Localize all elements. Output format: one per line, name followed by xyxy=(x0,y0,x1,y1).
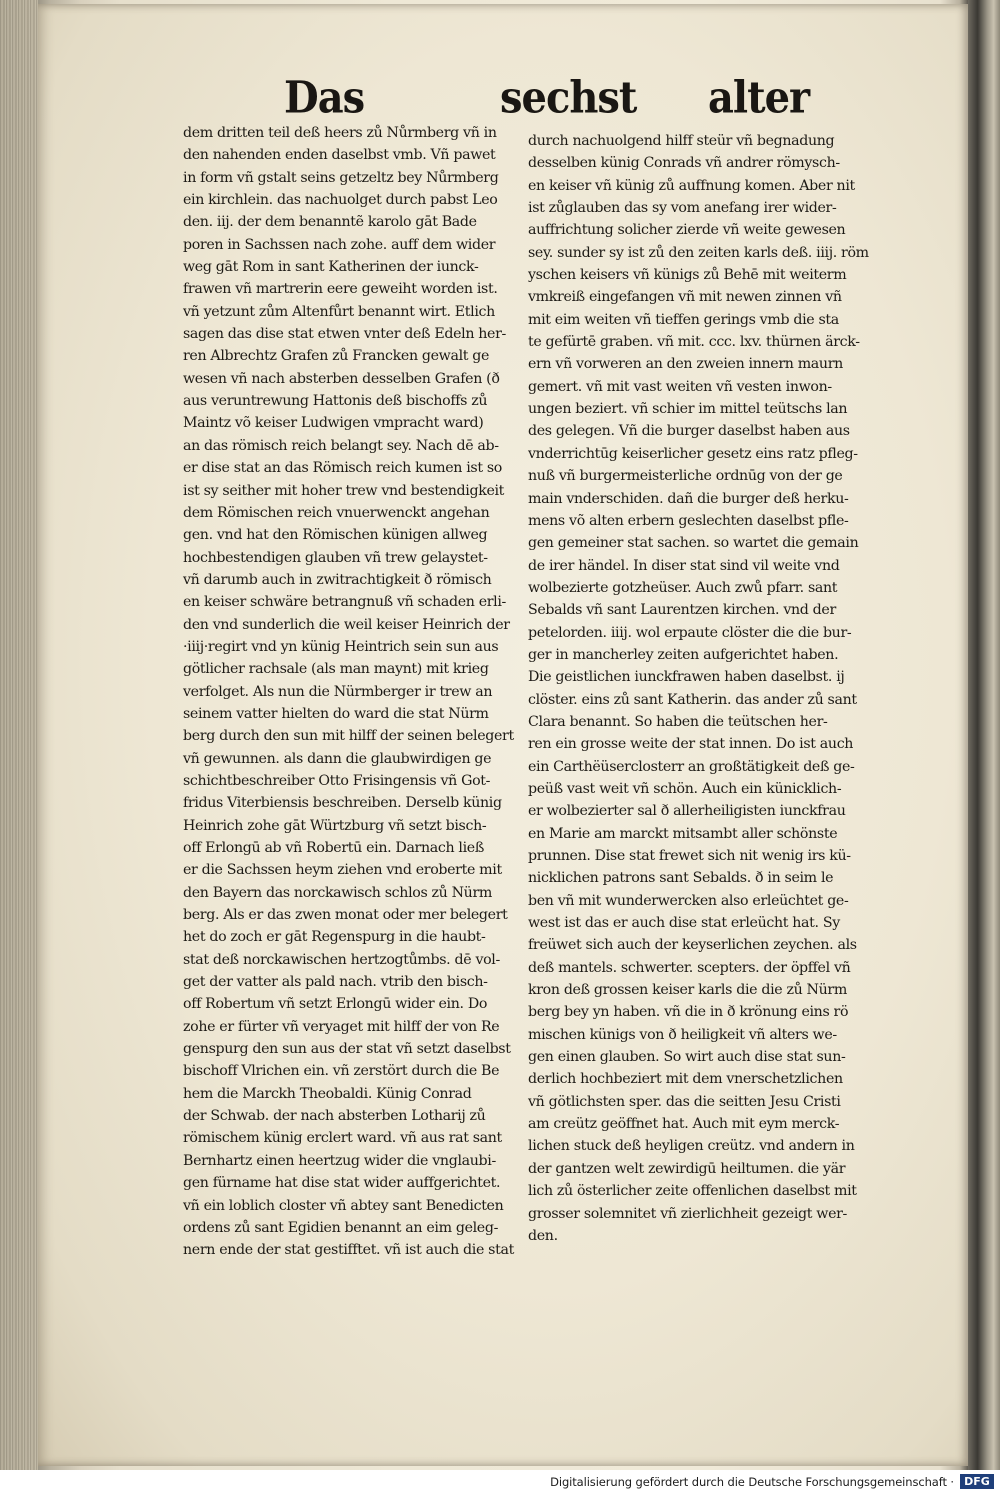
text-line: Maintz võ keiser Ludwigen vmpracht ward) xyxy=(183,415,484,432)
text-line: der Schwab. der nach absterben Lotharij zů xyxy=(183,1108,486,1125)
text-line: de irer händel. In diser stat sind vil weite vnd xyxy=(528,557,840,574)
text-line: sey. sunder sy ist zů den zeiten karls deß. iiij. röm xyxy=(528,244,869,261)
text-line: Bernhartz einen heertzug wider die vnglaubi- xyxy=(183,1152,496,1169)
text-line: het do zoch er gāt Regenspurg in die haubt- xyxy=(183,929,486,946)
footer-bar xyxy=(0,1470,1000,1494)
book-right-edge xyxy=(968,0,1000,1470)
text-line: den Bayern das norckawisch schlos zů Nürm xyxy=(183,884,492,901)
text-line: wolbezierte gotzheüser. Auch zwů pfarr. sant xyxy=(528,579,838,596)
text-line: des gelegen. Vñ die burger daselbst haben aus xyxy=(528,423,850,440)
text-line: vñ yetzunt zům Altenfůrt benannt wirt. Etlich xyxy=(183,303,495,320)
text-line: ein Carthëüserclosterr an großtätigkeit deß ge- xyxy=(528,758,855,775)
text-line: kron deß grossen keiser karls die die zů Nürm xyxy=(528,982,847,999)
text-line: gen gemeiner stat sachen. so wartet die gemain xyxy=(528,535,859,552)
text-line: vñ götlichsten sper. das die seitten Jesu Cristi xyxy=(528,1093,841,1110)
text-line: off Erlongū ab vñ Robertū ein. Darnach ließ xyxy=(183,840,484,856)
text-line: den. xyxy=(528,1227,558,1244)
text-line: er dise stat an das Römisch reich kumen ist so xyxy=(183,460,502,477)
text-column-right xyxy=(528,130,873,1247)
text-line: mischen künigs von ð heiligkeit vñ alters we- xyxy=(528,1026,837,1043)
text-line: nern ende der stat gestifftet. vñ ist auch die stat xyxy=(183,1242,514,1259)
text-line: ern vñ vorweren an den zweien innern maurn xyxy=(528,356,843,373)
text-line: lich zů österlicher zeite offenlichen daselbst mit xyxy=(528,1183,857,1200)
text-line: genspurg den sun aus der stat vñ setzt daselbst xyxy=(183,1041,511,1058)
text-line: frawen vñ martrerin eere geweiht worden ist. xyxy=(183,281,498,298)
text-line: sagen das dise stat etwen vnter deß Edeln her- xyxy=(183,326,506,343)
text-line: schichtbeschreiber Otto Frisingensis vñ Got- xyxy=(183,772,491,789)
text-line: an das römisch reich belangt sey. Nach dē ab- xyxy=(183,437,499,454)
text-line: freüwet sich auch der keyserlichen zeychen. als xyxy=(528,937,857,954)
text-line: ordens zů sant Egidien benannt an eim geleg- xyxy=(183,1219,499,1236)
dfg-logo: DFG xyxy=(960,1474,994,1489)
text-line: vmkreiß eingefangen vñ mit newen zinnen vñ xyxy=(528,289,842,306)
text-line: ein kirchlein. das nachuolget durch pabst Leo xyxy=(183,192,498,209)
text-line: er wolbezierter sal ð allerheiligisten iunckfrau xyxy=(528,803,846,820)
text-line: zohe er fürter vñ veryaget mit hilff der von Re xyxy=(183,1018,500,1035)
text-line: lichen stuck deß heyligen creütz. vnd andern in xyxy=(528,1138,855,1155)
text-line: in form vñ gstalt seins getzeltz bey Nůrmberg xyxy=(183,169,499,186)
text-line: deß mantels. schwerter. scepters. der öpffel vñ xyxy=(528,959,851,976)
text-line: Die geistlichen iunckfrawen haben daselbst. ij xyxy=(528,669,845,686)
text-line: gen. vnd hat den Römischen künigen allweg xyxy=(183,527,488,544)
text-line: yschen keisers vñ künigs zů Behē mit weiterm xyxy=(528,267,847,284)
text-line: gen einen glauben. So wirt auch dise stat sun- xyxy=(528,1049,846,1066)
text-line: gemert. vñ mit vast weiten vñ vesten inwon- xyxy=(528,378,832,395)
text-line: en keiser schwäre betrangnuß vñ schaden erli- xyxy=(183,594,507,611)
text-line: dem dritten teil deß heers zů Nůrmberg vñ in xyxy=(183,125,497,141)
text-line: wesen vñ nach absterben desselben Grafen (ð xyxy=(183,370,500,387)
text-line: derlich hochbeziert mit dem vnerschetzlichen xyxy=(528,1071,843,1088)
text-line: en Marie am marckt mitsambt aller schönste xyxy=(528,825,838,842)
footer-credit: Digitalisierung gefördert durch die Deutsche Forschungsgemeinschaft · xyxy=(550,1475,954,1489)
running-head-right: alter xyxy=(708,71,810,124)
text-line: vnderrichtūg keiserlicher gesetz eins ratz pfleg- xyxy=(528,445,858,462)
text-line: den nahenden enden daselbst vmb. Vñ pawet xyxy=(183,147,496,164)
text-line: römischem künig erclert ward. vñ aus rat sant xyxy=(183,1130,502,1147)
text-line: ist zůglauben das sy vom anefang irer wider- xyxy=(528,200,837,217)
text-line: den vnd sunderlich die weil keiser Heinrich der xyxy=(183,616,510,633)
text-line: ist sy seither mit hoher trew vnd bestendigkeit xyxy=(183,482,505,499)
page-stack-edge xyxy=(0,0,38,1470)
text-line: er die Sachssen heym ziehen vnd eroberte mit xyxy=(183,862,502,879)
text-line: nicklichen patrons sant Sebalds. ð in seim le xyxy=(528,870,834,887)
text-line: berg. Als er das zwen monat oder mer belegert xyxy=(183,907,508,924)
text-line: mit eim weiten vñ tieffen gerings vmb die sta xyxy=(528,311,839,328)
text-line: prunnen. Dise stat frewet sich nit wenig irs kü- xyxy=(528,848,851,864)
text-line: main vnderschiden. dañ die burger deß herku- xyxy=(528,490,849,507)
text-line: peüß vast weit vñ schön. Auch ein künicklich- xyxy=(528,780,842,797)
text-line: nuß vñ burgermeisterliche ordnūg von der ge xyxy=(528,468,843,485)
text-line: ·iiij·regirt vnd yn künig Heintrich sein sun aus xyxy=(183,638,499,655)
text-line: fridus Viterbiensis beschreiben. Derselb künig xyxy=(183,795,502,812)
text-column-left xyxy=(183,122,513,1262)
text-line: Heinrich zohe gāt Würtzburg vñ setzt bisch- xyxy=(183,817,487,834)
text-line: ren ein grosse weite der stat innen. Do ist auch xyxy=(528,736,854,753)
text-line: hochbestendigen glauben vñ trew gelaystet- xyxy=(183,549,488,566)
text-line: götlicher rachsale (als man maynt) mit krieg xyxy=(183,661,489,678)
running-head-center: sechst xyxy=(500,71,637,124)
text-line: Sebalds vñ sant Laurentzen kirchen. vnd der xyxy=(528,602,836,619)
text-line: gen fürname hat dise stat wider auffgerichtet. xyxy=(183,1175,501,1192)
text-line: Clara benannt. So haben die teütschen her- xyxy=(528,713,828,730)
text-line: stat deß norckawischen hertzogtůmbs. dē vol- xyxy=(183,951,500,968)
text-line: auffrichtung solicher zierde vñ weite gewesen xyxy=(528,222,846,239)
text-line: mens võ alten erbern geslechten daselbst pfle- xyxy=(528,512,849,529)
text-line: seinem vatter hielten do ward die stat Nürm xyxy=(183,705,489,722)
text-line: ben vñ mit wunderwercken also erleüchtet ge- xyxy=(528,892,849,909)
text-line: ungen beziert. vñ schier im mittel teütschs lan xyxy=(528,401,848,418)
text-line: poren in Sachssen nach zohe. auff dem wider xyxy=(183,236,496,253)
text-line: vñ darumb auch in zwitrachtigkeit ð römisch xyxy=(183,571,492,588)
text-line: clöster. eins zů sant Katherin. das ander zů sant xyxy=(528,691,857,708)
text-line: te gefürtē graben. vñ mit. ccc. lxv. thürnen ärck- xyxy=(528,334,860,351)
text-line: ren Albrechtz Grafen zů Francken gewalt ge xyxy=(183,348,490,365)
text-line: west ist das er auch dise stat erleücht hat. Sy xyxy=(528,915,840,932)
text-line: en keiser vñ künig zů auffnung komen. Aber nit xyxy=(528,177,855,194)
text-line: weg gāt Rom in sant Katherinen der iunck- xyxy=(183,259,479,276)
text-line: aus veruntrewung Hattonis deß bischoffs zů xyxy=(183,393,488,410)
text-line: vñ gewunnen. als dann die glaubwirdigen ge xyxy=(183,750,492,767)
text-line: hem die Marckh Theobaldi. Künig Conrad xyxy=(183,1085,472,1102)
text-line: dem Römischen reich vnuerwenckt angehan xyxy=(183,504,490,521)
text-line: am creütz geöffnet hat. Auch mit eym merck- xyxy=(528,1116,840,1133)
text-line: vñ ein loblich closter vñ abtey sant Benedicten xyxy=(183,1197,504,1214)
text-line: durch nachuolgend hilff steür vñ begnadung xyxy=(528,133,835,149)
text-line: verfolget. Als nun die Nürmberger ir trew an xyxy=(183,683,493,700)
text-line: der gantzen welt zewirdigū heiltumen. die yär xyxy=(528,1160,846,1177)
text-line: ger in mancherley zeiten aufgerichtet haben. xyxy=(528,646,839,663)
text-line: den. iij. der dem benanntẽ karolo gāt Bade xyxy=(183,214,477,231)
text-line: off Robertum vñ setzt Erlongū wider ein. Do xyxy=(183,996,488,1013)
running-head-left: Das xyxy=(284,71,365,124)
text-line: bischoff Vlrichen ein. vñ zerstört durch die Be xyxy=(183,1063,500,1080)
text-line: get der vatter als pald nach. vtrib den bisch- xyxy=(183,974,488,991)
text-line: desselben künig Conrads vñ andrer römysch- xyxy=(528,155,840,172)
text-line: berg durch den sun mit hilff der seinen belegert xyxy=(183,728,514,745)
text-line: petelorden. iiij. wol erpaute clöster die die bur- xyxy=(528,624,852,641)
text-line: berg bey yn haben. vñ die in ð krönung eins rö xyxy=(528,1004,849,1021)
text-line: grosser solemnitet vñ zierlichheit gezeigt wer- xyxy=(528,1205,847,1222)
